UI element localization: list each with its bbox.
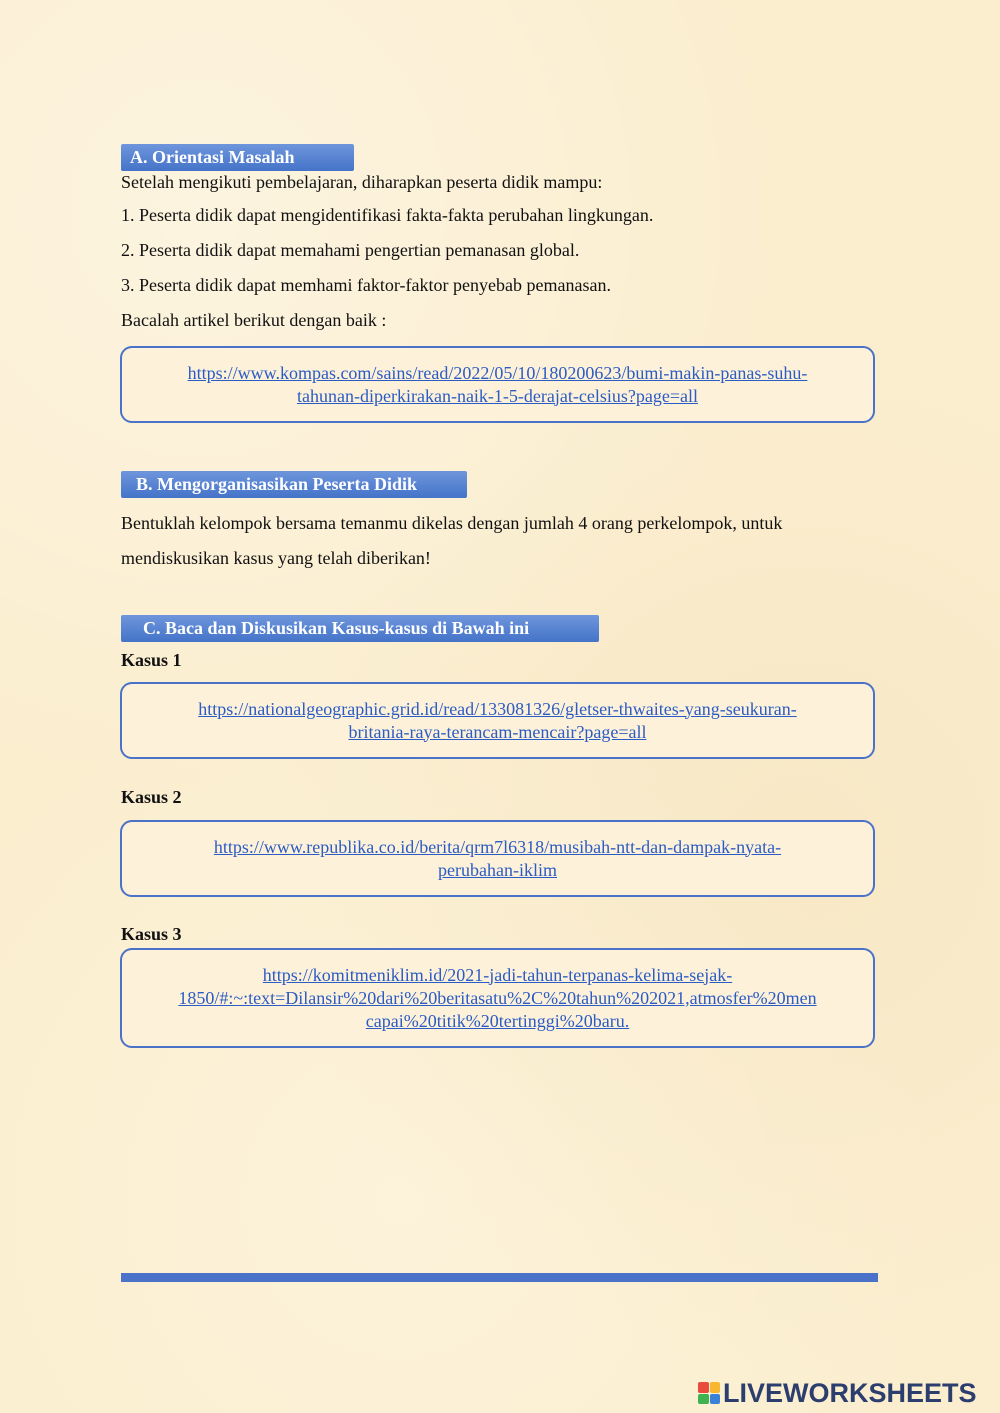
case-1-label: Kasus 1 [121,650,182,670]
article-link[interactable] [122,362,873,408]
liveworksheets-logo [698,1378,977,1408]
case-1-link-box [120,682,875,759]
section-a-heading: A. Orientasi Masalah [121,144,354,171]
case-2-link[interactable] [122,836,873,882]
liveworksheets-logo-icon [698,1382,720,1404]
objective-item-2: 2. Peserta didik dapat memahami pengertian pemanasan global. [121,240,580,260]
objective-item-3: 3. Peserta didik dapat memhami faktor-faktor penyebab pemanasan. [121,275,611,295]
liveworksheets-logo-text: LIVEWORKSHEETS [723,1377,977,1408]
read-prompt: Bacalah artikel berikut dengan baik : [121,310,387,330]
logo-square-yellow [710,1382,721,1393]
footer-divider [121,1273,878,1282]
case-3-link[interactable] [122,964,873,1033]
case-2-link-box [120,820,875,897]
objective-item-1: 1. Peserta didik dapat mengidentifikasi fakta-fakta perubahan lingkungan. [121,205,654,225]
case-2-label: Kasus 2 [121,787,182,807]
logo-square-red [698,1382,709,1393]
group-instruction-line-2: mendiskusikan kasus yang telah diberikan! [121,548,431,568]
case-3-link-line-1: https://komitmeniklim.id/2021-jadi-tahun-terpanas-kelima-sejak- [262,964,733,985]
section-b-heading: B. Mengorganisasikan Peserta Didik [121,471,467,498]
case-3-link-line-2: 1850/#:~:text=Dilansir%20dari%20beritasatu%2C%20tahun%202021,atmosfer%20men [178,987,817,1008]
case-3-link-box [120,948,875,1048]
section-c-heading: C. Baca dan Diskusikan Kasus-kasus di Bawah ini [121,615,599,642]
case-1-link-line-1: https://nationalgeographic.grid.id/read/133081326/gletser-thwaites-yang-seukuran- [198,698,797,719]
case-1-link-line-2: britania-raya-terancam-mencair?page=all [348,721,647,742]
case-2-link-line-1: https://www.republika.co.id/berita/qrm7l6318/musibah-ntt-dan-dampak-nyata- [213,836,782,857]
case-1-link[interactable] [122,698,873,744]
section-a-intro: Setelah mengikuti pembelajaran, diharapkan peserta didik mampu: [121,172,603,192]
case-3-link-line-3: capai%20titik%20tertinggi%20baru. [365,1010,630,1031]
logo-square-green [698,1394,709,1405]
case-2-link-line-2: perubahan-iklim [438,859,557,880]
article-link-box [120,346,875,423]
logo-square-blue [710,1394,721,1405]
article-link-line-2: tahunan-diperkirakan-naik-1-5-derajat-celsius?page=all [297,385,698,406]
group-instruction-line-1: Bentuklah kelompok bersama temanmu dikelas dengan jumlah 4 orang perkelompok, untuk [121,513,783,533]
article-link-line-1: https://www.kompas.com/sains/read/2022/05/10/180200623/bumi-makin-panas-suhu- [187,362,808,383]
case-3-label: Kasus 3 [121,924,182,944]
